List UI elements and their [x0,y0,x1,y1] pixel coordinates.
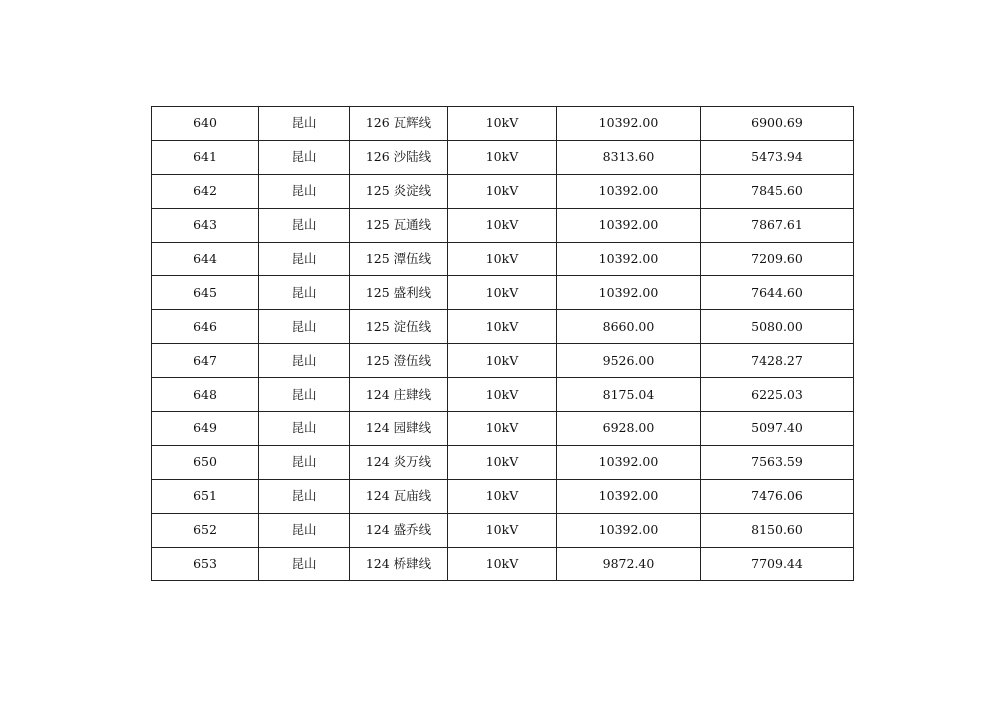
cell-city: 昆山 [259,547,350,581]
cell-city: 昆山 [259,445,350,479]
cell-seq: 649 [152,412,259,446]
cell-seq: 648 [152,378,259,412]
cell-city: 昆山 [259,310,350,344]
cell-capacity: 8313.60 [557,140,701,174]
cell-line-name: 125 瓦通线 [350,208,448,242]
cell-capacity: 10392.00 [557,208,701,242]
cell-load: 7563.59 [701,445,854,479]
cell-line-name: 125 盛利线 [350,276,448,310]
cell-city: 昆山 [259,344,350,378]
cell-capacity: 6928.00 [557,412,701,446]
cell-city: 昆山 [259,140,350,174]
cell-load: 7644.60 [701,276,854,310]
cell-city: 昆山 [259,276,350,310]
cell-voltage: 10kV [448,412,557,446]
cell-line-name: 124 瓦庙线 [350,479,448,513]
cell-load: 7428.27 [701,344,854,378]
cell-line-name: 124 炎万线 [350,445,448,479]
cell-load: 7476.06 [701,479,854,513]
cell-seq: 647 [152,344,259,378]
cell-seq: 645 [152,276,259,310]
cell-voltage: 10kV [448,208,557,242]
table-row [152,378,854,412]
feeder-table [151,106,854,581]
cell-voltage: 10kV [448,344,557,378]
cell-line-name: 125 澄伍线 [350,344,448,378]
cell-line-name: 125 炎淀线 [350,174,448,208]
cell-capacity: 10392.00 [557,107,701,141]
cell-city: 昆山 [259,174,350,208]
cell-line-name: 126 瓦辉线 [350,107,448,141]
table-row [152,140,854,174]
cell-load: 5097.40 [701,412,854,446]
cell-capacity: 8175.04 [557,378,701,412]
cell-load: 6225.03 [701,378,854,412]
table-row [152,242,854,276]
cell-load: 8150.60 [701,513,854,547]
cell-city: 昆山 [259,208,350,242]
cell-line-name: 124 桥肆线 [350,547,448,581]
cell-line-name: 124 庄肆线 [350,378,448,412]
cell-seq: 646 [152,310,259,344]
cell-load: 7209.60 [701,242,854,276]
cell-voltage: 10kV [448,445,557,479]
cell-seq: 642 [152,174,259,208]
table-row [152,107,854,141]
table-row [152,344,854,378]
cell-city: 昆山 [259,479,350,513]
cell-voltage: 10kV [448,547,557,581]
table-row [152,513,854,547]
cell-capacity: 10392.00 [557,445,701,479]
cell-capacity: 8660.00 [557,310,701,344]
cell-capacity: 10392.00 [557,174,701,208]
cell-seq: 650 [152,445,259,479]
cell-city: 昆山 [259,107,350,141]
table-row [152,208,854,242]
cell-seq: 641 [152,140,259,174]
cell-line-name: 124 园肆线 [350,412,448,446]
cell-line-name: 124 盛乔线 [350,513,448,547]
cell-capacity: 10392.00 [557,513,701,547]
cell-capacity: 10392.00 [557,276,701,310]
cell-capacity: 9872.40 [557,547,701,581]
cell-voltage: 10kV [448,140,557,174]
cell-line-name: 125 淀伍线 [350,310,448,344]
cell-line-name: 126 沙陆线 [350,140,448,174]
cell-seq: 652 [152,513,259,547]
cell-seq: 643 [152,208,259,242]
cell-line-name: 125 潭伍线 [350,242,448,276]
cell-city: 昆山 [259,378,350,412]
cell-city: 昆山 [259,242,350,276]
cell-voltage: 10kV [448,276,557,310]
cell-capacity: 10392.00 [557,479,701,513]
cell-voltage: 10kV [448,378,557,412]
cell-capacity: 9526.00 [557,344,701,378]
table-row [152,174,854,208]
cell-voltage: 10kV [448,513,557,547]
table-row [152,276,854,310]
cell-seq: 651 [152,479,259,513]
cell-load: 7709.44 [701,547,854,581]
cell-seq: 640 [152,107,259,141]
cell-load: 5473.94 [701,140,854,174]
table-row [152,445,854,479]
cell-voltage: 10kV [448,174,557,208]
cell-city: 昆山 [259,513,350,547]
cell-voltage: 10kV [448,242,557,276]
cell-voltage: 10kV [448,107,557,141]
feeder-table-body [152,107,854,581]
table-row [152,412,854,446]
table-row [152,479,854,513]
cell-city: 昆山 [259,412,350,446]
cell-load: 5080.00 [701,310,854,344]
table-row [152,310,854,344]
cell-load: 7845.60 [701,174,854,208]
cell-load: 7867.61 [701,208,854,242]
cell-voltage: 10kV [448,310,557,344]
cell-seq: 653 [152,547,259,581]
table-row [152,547,854,581]
cell-load: 6900.69 [701,107,854,141]
cell-capacity: 10392.00 [557,242,701,276]
cell-voltage: 10kV [448,479,557,513]
cell-seq: 644 [152,242,259,276]
